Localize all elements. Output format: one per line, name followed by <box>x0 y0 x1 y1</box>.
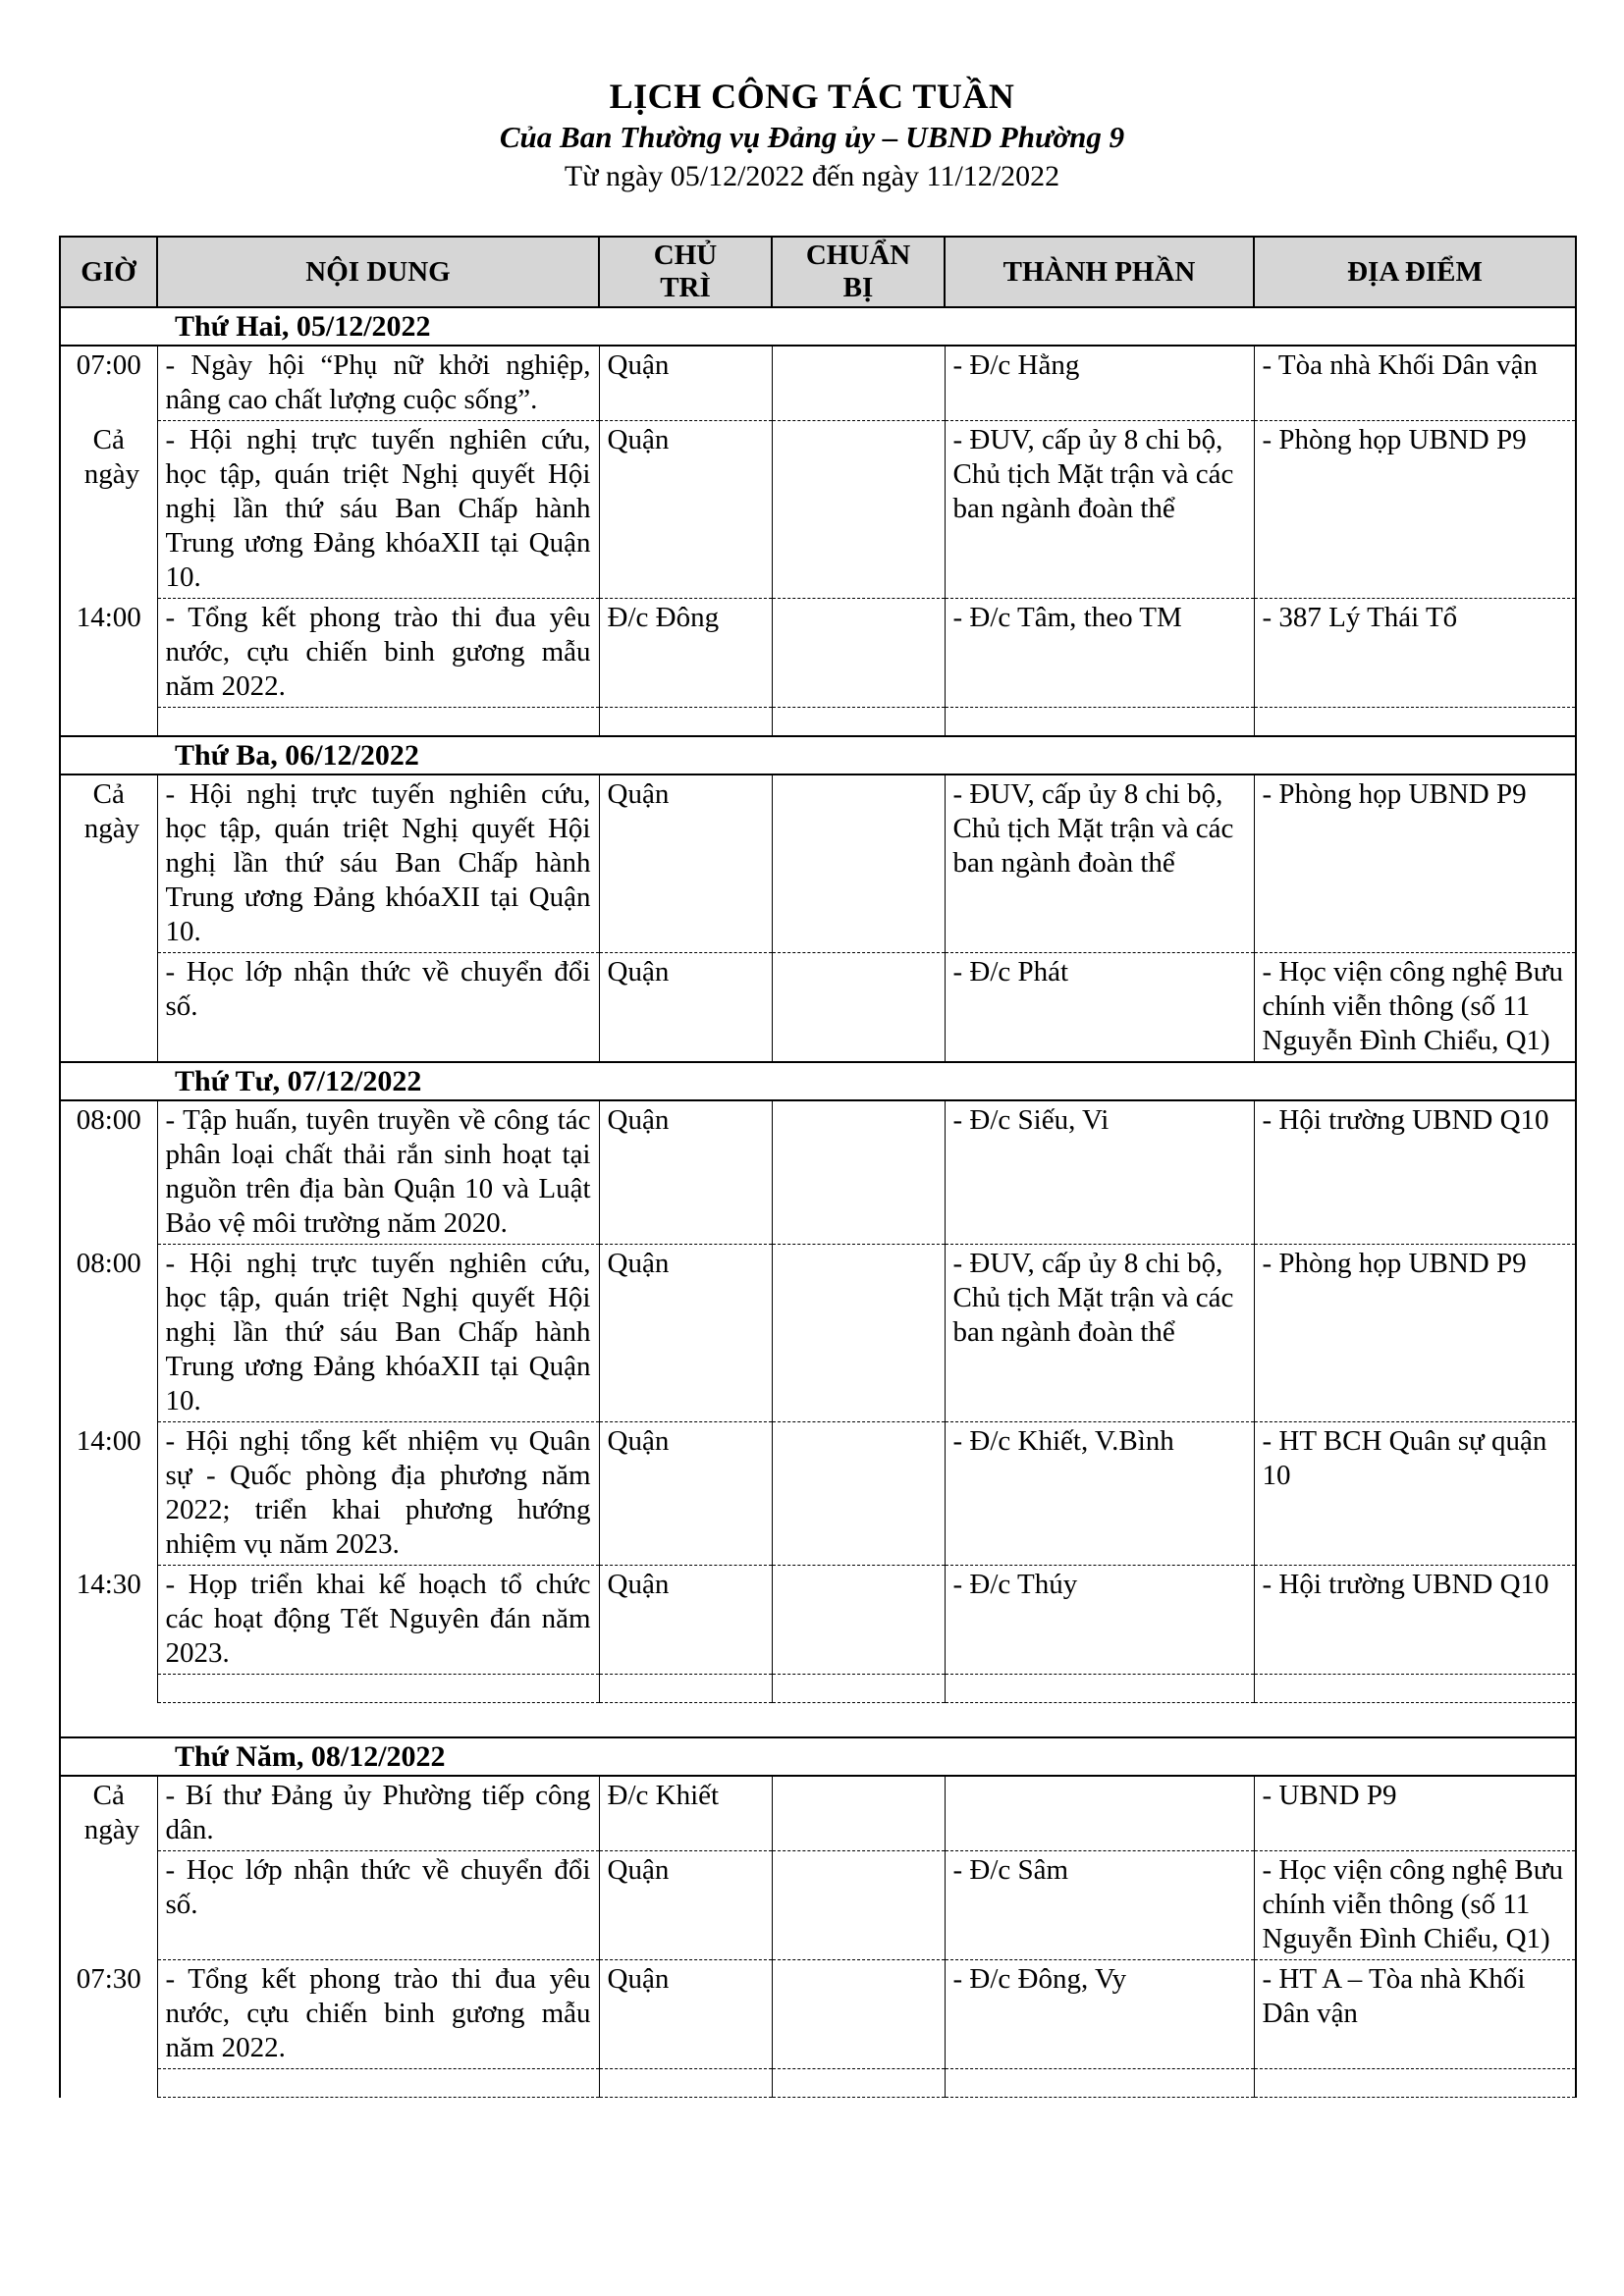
content-cell: - Tổng kết phong trào thi đua yêu nước, cựu chiến binh gương mẫu năm 2022. <box>157 1960 599 2069</box>
table-row <box>60 1422 1576 1566</box>
time-cell <box>60 1851 157 1960</box>
prepare-cell <box>772 1245 945 1422</box>
prepare-cell <box>772 2069 945 2098</box>
time-cell <box>60 421 157 599</box>
table-row <box>60 774 1576 953</box>
host-cell: Quận <box>599 774 772 953</box>
content-cell: - Hội nghị trực tuyến nghiên cứu, học tập, quán triệt Nghị quyết Hội nghị lần thứ sáu Ban Chấp hành Trung ương Đảng khóaXII tại Quận 10. <box>157 421 599 599</box>
location-cell: - UBND P9 <box>1254 1776 1576 1851</box>
spacer-cell <box>945 1703 1254 1738</box>
table-row <box>60 1851 1576 1960</box>
table-row <box>60 599 1576 708</box>
empty-row <box>60 2069 1576 2098</box>
prepare-cell <box>772 1776 945 1851</box>
prepare-cell <box>772 599 945 708</box>
content-cell: - Tập huấn, tuyên truyền về công tác phân loại chất thải rắn sinh hoạt tại nguồn trên địa bàn Quận 10 và Luật Bảo vệ môi trường năm 2020. <box>157 1100 599 1245</box>
participants-cell: - Đ/c Đông, Vy <box>945 1960 1254 2069</box>
table-header-row <box>60 237 1576 307</box>
day-header-row <box>60 736 1576 774</box>
location-cell <box>1254 1675 1576 1703</box>
host-cell: Đ/c Khiết <box>599 1776 772 1851</box>
prepare-cell <box>772 774 945 953</box>
time-cell: 07:00 <box>60 346 157 421</box>
table-row <box>60 1245 1576 1422</box>
prepare-cell <box>772 1100 945 1245</box>
host-cell: Quận <box>599 1851 772 1960</box>
day-header: Thứ Hai, 05/12/2022 <box>60 307 1576 346</box>
location-cell: - Tòa nhà Khối Dân vận <box>1254 346 1576 421</box>
host-cell: Quận <box>599 1566 772 1675</box>
participants-cell <box>945 1776 1254 1851</box>
participants-cell: - Đ/c Hằng <box>945 346 1254 421</box>
document-subtitle: Của Ban Thường vụ Đảng ủy – UBND Phường 9 <box>499 120 1125 154</box>
participants-cell: - Đ/c Siếu, Vi <box>945 1100 1254 1245</box>
content-cell: - Hội nghị trực tuyến nghiên cứu, học tập, quán triệt Nghị quyết Hội nghị lần thứ sáu Ban Chấp hành Trung ương Đảng khóaXII tại Quận 10. <box>157 774 599 953</box>
content-cell: - Học lớp nhận thức về chuyển đổi số. <box>157 953 599 1063</box>
participants-cell: - Đ/c Tâm, theo TM <box>945 599 1254 708</box>
content-cell: - Hội nghị trực tuyến nghiên cứu, học tập, quán triệt Nghị quyết Hội nghị lần thứ sáu Ban Chấp hành Trung ương Đảng khóaXII tại Quận 10. <box>157 1245 599 1422</box>
participants-cell: - ĐUV, cấp ủy 8 chi bộ, Chủ tịch Mặt trận và các ban ngành đoàn thể <box>945 1245 1254 1422</box>
prepare-cell <box>772 421 945 599</box>
content-cell: - Hội nghị tổng kết nhiệm vụ Quân sự - Quốc phòng địa phương năm 2022; triển khai phương hướng nhiệm vụ năm 2023. <box>157 1422 599 1566</box>
column-header-prepare-label: CHUẨN BỊ <box>805 240 911 303</box>
spacer-cell <box>599 1703 772 1738</box>
prepare-cell <box>772 1675 945 1703</box>
content-cell: - Ngày hội “Phụ nữ khởi nghiệp, nâng cao chất lượng cuộc sống”. <box>157 346 599 421</box>
time-cell <box>60 2069 157 2098</box>
participants-cell: - Đ/c Khiết, V.Bình <box>945 1422 1254 1566</box>
column-header-host-label: CHỦ TRÌ <box>653 240 718 303</box>
location-cell: - HT BCH Quân sự quận 10 <box>1254 1422 1576 1566</box>
spacer-row <box>60 1703 1576 1738</box>
day-header-row <box>60 307 1576 346</box>
host-cell: Quận <box>599 421 772 599</box>
participants-cell: - Đ/c Thúy <box>945 1566 1254 1675</box>
location-cell: - HT A – Tòa nhà Khối Dân vận <box>1254 1960 1576 2069</box>
location-cell: - Phòng họp UBND P9 <box>1254 421 1576 599</box>
location-cell <box>1254 2069 1576 2098</box>
content-cell: - Tổng kết phong trào thi đua yêu nước, cựu chiến binh gương mẫu năm 2022. <box>157 599 599 708</box>
table-row <box>60 1566 1576 1675</box>
empty-row <box>60 708 1576 737</box>
host-cell <box>599 708 772 737</box>
location-cell: - Phòng họp UBND P9 <box>1254 774 1576 953</box>
host-cell <box>599 1675 772 1703</box>
table-row <box>60 1100 1576 1245</box>
location-cell: - Phòng họp UBND P9 <box>1254 1245 1576 1422</box>
time-cell <box>60 1675 157 1703</box>
host-cell: Đ/c Đông <box>599 599 772 708</box>
time-cell: 14:00 <box>60 1422 157 1566</box>
prepare-cell <box>772 1960 945 2069</box>
schedule-table <box>59 236 1577 2098</box>
location-cell: - 387 Lý Thái Tổ <box>1254 599 1576 708</box>
column-header-time: GIỜ <box>60 237 157 307</box>
prepare-cell <box>772 953 945 1063</box>
empty-row <box>60 1675 1576 1703</box>
content-cell <box>157 708 599 737</box>
column-header-location: ĐỊA ĐIỂM <box>1254 237 1576 307</box>
day-header: Thứ Tư, 07/12/2022 <box>60 1062 1576 1100</box>
host-cell: Quận <box>599 346 772 421</box>
content-cell: - Học lớp nhận thức về chuyển đổi số. <box>157 1851 599 1960</box>
participants-cell: - Đ/c Sâm <box>945 1851 1254 1960</box>
column-header-host <box>599 237 772 307</box>
time-cell: 08:00 <box>60 1245 157 1422</box>
date-range: Từ ngày 05/12/2022 đến ngày 11/12/2022 <box>564 160 1060 192</box>
participants-cell <box>945 708 1254 737</box>
table-row <box>60 1960 1576 2069</box>
host-cell <box>599 2069 772 2098</box>
schedule-body <box>60 307 1576 2098</box>
host-cell: Quận <box>599 1100 772 1245</box>
table-row <box>60 346 1576 421</box>
table-row <box>60 421 1576 599</box>
host-cell: Quận <box>599 1960 772 2069</box>
participants-cell: - Đ/c Phát <box>945 953 1254 1063</box>
prepare-cell <box>772 1422 945 1566</box>
day-header-row <box>60 1737 1576 1776</box>
prepare-cell <box>772 1566 945 1675</box>
time-label: Cả ngày <box>83 778 140 844</box>
participants-cell: - ĐUV, cấp ủy 8 chi bộ, Chủ tịch Mặt trận và các ban ngành đoàn thể <box>945 421 1254 599</box>
time-label: Cả ngày <box>83 1780 140 1845</box>
time-label: Cả ngày <box>83 423 140 490</box>
prepare-cell <box>772 346 945 421</box>
prepare-cell <box>772 1851 945 1960</box>
document-header <box>0 75 1624 196</box>
content-cell <box>157 1675 599 1703</box>
participants-cell: - ĐUV, cấp ủy 8 chi bộ, Chủ tịch Mặt trận và các ban ngành đoàn thể <box>945 774 1254 953</box>
content-cell: - Họp triển khai kế hoạch tổ chức các hoạt động Tết Nguyên đán năm 2023. <box>157 1566 599 1675</box>
document-title: LỊCH CÔNG TÁC TUẦN <box>609 77 1015 116</box>
spacer-cell <box>1254 1703 1576 1738</box>
time-cell: 14:00 <box>60 599 157 708</box>
day-header-row <box>60 1062 1576 1100</box>
location-cell: - Hội trường UBND Q10 <box>1254 1100 1576 1245</box>
column-header-prepare <box>772 237 945 307</box>
host-cell: Quận <box>599 1422 772 1566</box>
column-header-participants: THÀNH PHẦN <box>945 237 1254 307</box>
location-cell: - Học viện công nghệ Bưu chính viễn thông (số 11 Nguyễn Đình Chiểu, Q1) <box>1254 1851 1576 1960</box>
time-cell <box>60 708 157 737</box>
table-row <box>60 1776 1576 1851</box>
spacer-cell <box>772 1703 945 1738</box>
column-header-content: NỘI DUNG <box>157 237 599 307</box>
participants-cell <box>945 1675 1254 1703</box>
day-header: Thứ Năm, 08/12/2022 <box>60 1737 1576 1776</box>
location-cell: - Học viện công nghệ Bưu chính viễn thông (số 11 Nguyễn Đình Chiểu, Q1) <box>1254 953 1576 1063</box>
host-cell: Quận <box>599 953 772 1063</box>
host-cell: Quận <box>599 1245 772 1422</box>
time-cell <box>60 774 157 953</box>
prepare-cell <box>772 708 945 737</box>
time-cell: 14:30 <box>60 1566 157 1675</box>
time-cell: 08:00 <box>60 1100 157 1245</box>
day-header: Thứ Ba, 06/12/2022 <box>60 736 1576 774</box>
spacer-cell <box>157 1703 599 1738</box>
content-cell <box>157 2069 599 2098</box>
time-cell <box>60 953 157 1063</box>
participants-cell <box>945 2069 1254 2098</box>
location-cell <box>1254 708 1576 737</box>
time-cell: 07:30 <box>60 1960 157 2069</box>
time-cell <box>60 1776 157 1851</box>
table-row <box>60 953 1576 1063</box>
content-cell: - Bí thư Đảng ủy Phường tiếp công dân. <box>157 1776 599 1851</box>
time-cell <box>60 1703 157 1738</box>
location-cell: - Hội trường UBND Q10 <box>1254 1566 1576 1675</box>
